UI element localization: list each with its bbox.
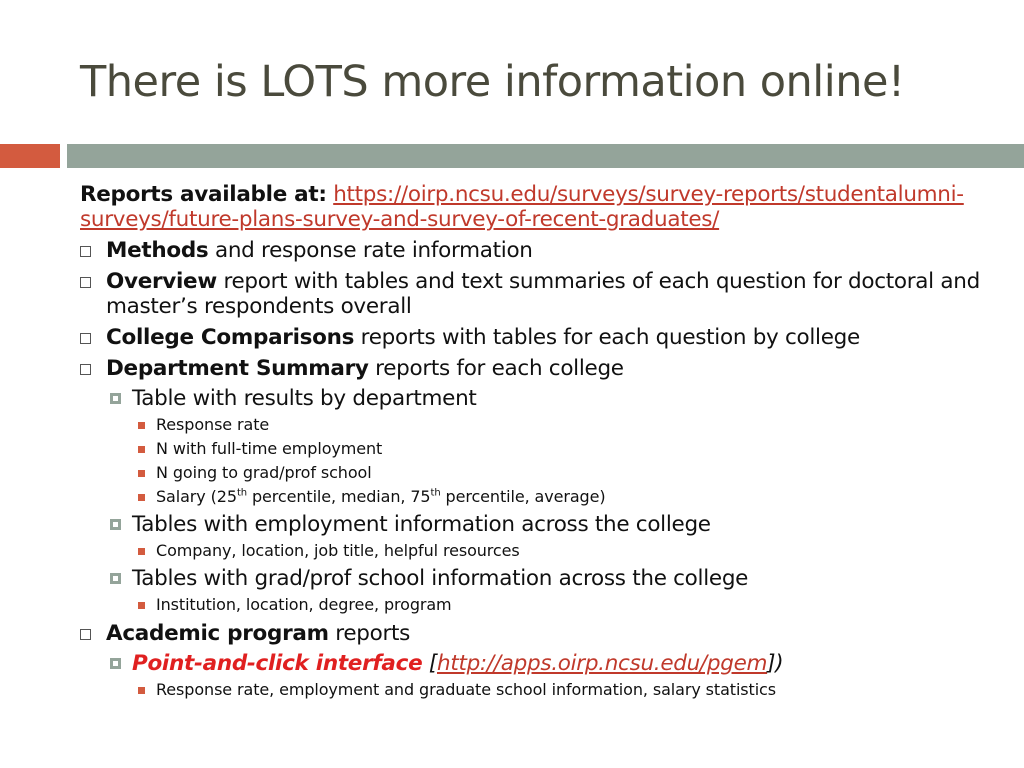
red-square-bullet-icon [138, 687, 145, 694]
item-text: reports for each college [368, 356, 624, 381]
item-bold: Department Summary [106, 356, 369, 381]
detail-item [80, 415, 985, 435]
accent-bar-red [0, 144, 60, 168]
sublist-item-point-and-click [80, 651, 985, 676]
sublist-text: Table with results by department [132, 386, 477, 411]
pgem-link[interactable]: http://apps.oirp.ncsu.edu/pgem [437, 651, 768, 676]
salary-suffix: percentile, average) [440, 487, 606, 506]
salary-mid: percentile, median, 75 [247, 487, 431, 506]
detail-item-salary [80, 487, 985, 507]
sublist-item [80, 386, 985, 411]
red-square-bullet-icon [138, 422, 145, 429]
red-square-bullet-icon [138, 602, 145, 609]
checkbox-bullet-icon [80, 629, 91, 640]
bracket-close: ]) [767, 651, 784, 676]
detail-text: Response rate [156, 415, 270, 434]
item-bold: Overview [106, 269, 217, 294]
detail-item [80, 680, 985, 700]
detail-item [80, 595, 985, 615]
square-bullet-icon [110, 658, 121, 669]
square-bullet-icon [110, 573, 121, 584]
list-item-college-comparisons [80, 325, 985, 350]
checkbox-bullet-icon [80, 277, 91, 288]
list-item-department-summary [80, 356, 985, 381]
item-text: report with tables and text summaries of each question for doctoral and master’s respondents overall [106, 269, 980, 319]
red-square-bullet-icon [138, 548, 145, 555]
detail-text: N going to grad/prof school [156, 463, 372, 482]
red-square-bullet-icon [138, 494, 145, 501]
reports-intro [80, 182, 985, 232]
list-item-overview [80, 269, 985, 319]
bracket-open: [ [422, 651, 437, 676]
red-square-bullet-icon [138, 470, 145, 477]
slide-body [80, 182, 985, 700]
list-item-academic-program [80, 621, 985, 646]
square-bullet-icon [110, 519, 121, 530]
red-square-bullet-icon [138, 446, 145, 453]
item-text: reports [328, 621, 411, 646]
sublist-text: Tables with grad/prof school information across the college [132, 566, 749, 591]
detail-text: N with full-time employment [156, 439, 383, 458]
item-text: and response rate information [208, 238, 533, 263]
detail-text: Institution, location, degree, program [156, 595, 452, 614]
checkbox-bullet-icon [80, 364, 91, 375]
item-bold: Academic program [106, 621, 329, 646]
checkbox-bullet-icon [80, 246, 91, 257]
detail-item [80, 463, 985, 483]
item-bold: College Comparisons [106, 325, 355, 350]
page-title: There is LOTS more information online! [80, 57, 905, 107]
square-bullet-icon [110, 393, 121, 404]
checkbox-bullet-icon [80, 333, 91, 344]
intro-label: Reports available at: [80, 182, 327, 207]
detail-item [80, 439, 985, 459]
superscript-th: th [236, 487, 248, 499]
sublist-item [80, 566, 985, 591]
superscript-th: th [430, 487, 441, 499]
item-text: reports with tables for each question by college [354, 325, 860, 350]
item-bold: Methods [106, 238, 209, 263]
reports-link[interactable]: https://oirp.ncsu.edu/surveys/survey-reports/studentalumni-surveys/future-plans-survey-and-survey-of-recent-graduates/ [80, 182, 964, 232]
sublist-item [80, 512, 985, 537]
detail-text: Response rate, employment and graduate school information, salary statistics [156, 680, 776, 699]
list-item-methods [80, 238, 985, 263]
salary-prefix: Salary (25 [156, 487, 237, 506]
interface-label: Point-and-click interface [132, 651, 423, 676]
sublist-text: Tables with employment information across the college [132, 512, 711, 537]
accent-bar-gray [67, 144, 1024, 168]
detail-item [80, 541, 985, 561]
detail-text: Company, location, job title, helpful resources [156, 541, 520, 560]
